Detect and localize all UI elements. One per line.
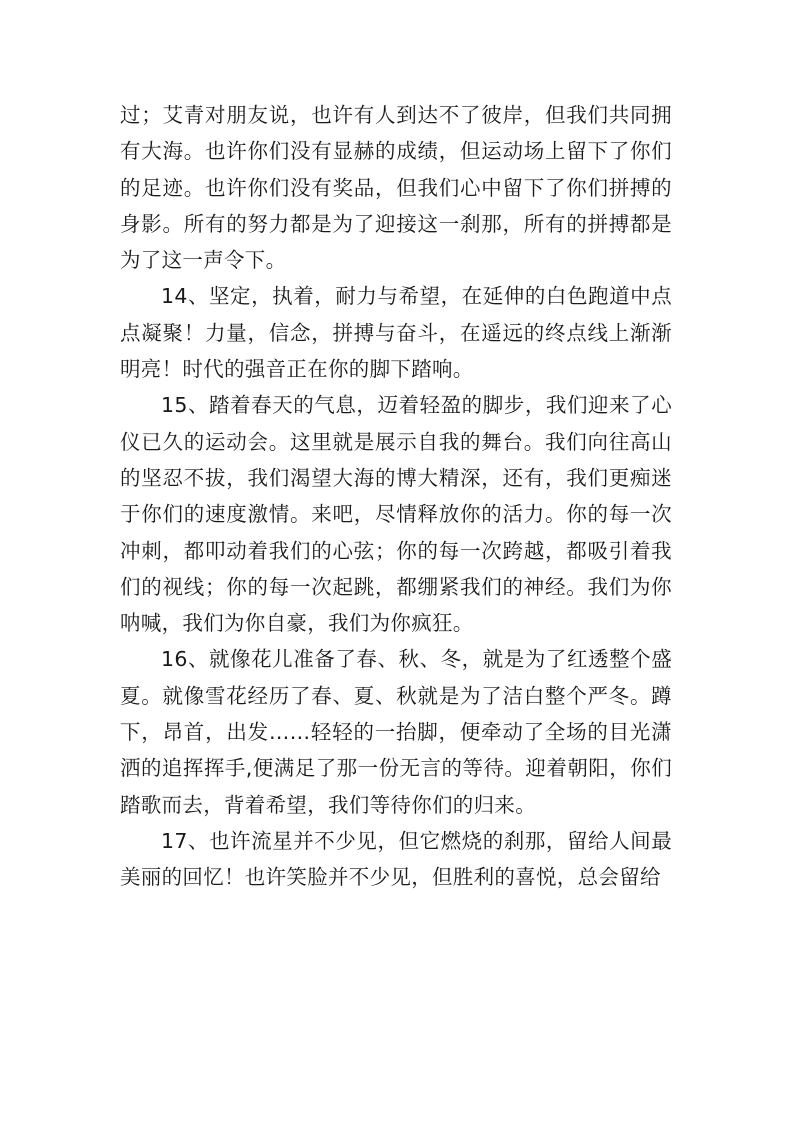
paragraph-item-14: 14、坚定，执着，耐力与希望，在延伸的白色跑道中点点凝聚！力量，信念，拼搏与奋斗，在遥远的终点线上渐渐明亮！时代的强音正在你的脚下踏响。 bbox=[120, 284, 672, 382]
document-body bbox=[120, 97, 672, 896]
paragraph-item-16: 16、就像花儿准备了春、秋、冬，就是为了红透整个盛夏。就像雪花经历了春、夏、秋就是为了洁白整个严冬。蹲下，昂首，出发……轻轻的一抬脚，便牵动了全场的目光潇洒的追挥挥手,便满足了那一份无言的等待。迎着朝阳，你们踏歌而去，背着希望，我们等待你们的归来。 bbox=[120, 647, 672, 817]
paragraph-continued: 过；艾青对朋友说，也许有人到达不了彼岸，但我们共同拥有大海。也许你们没有显赫的成绩，但运动场上留下了你们的足迹。也许你们没有奖品，但我们心中留下了你们拼搏的身影。所有的努力都是为了迎接这一刹那，所有的拼搏都是为了这一声令下。 bbox=[120, 103, 672, 273]
paragraph-item-17: 17、也许流星并不少见，但它燃烧的刹那，留给人间最美丽的回忆！也许笑脸并不少见，但胜利的喜悦，总会留给 bbox=[120, 828, 672, 890]
paragraph-item-15: 15、踏着春天的气息，迈着轻盈的脚步，我们迎来了心仪已久的运动会。这里就是展示自我的舞台。我们向往高山的坚忍不拔，我们渴望大海的博大精深，还有，我们更痴迷于你们的速度激情。来吧，尽情释放你的活力。你的每一次冲刺，都叩动着我们的心弦；你的每一次跨越，都吸引着我们的视线；你的每一次起跳，都绷紧我们的神经。我们为你呐喊，我们为你自豪，我们为你疯狂。 bbox=[120, 393, 672, 636]
